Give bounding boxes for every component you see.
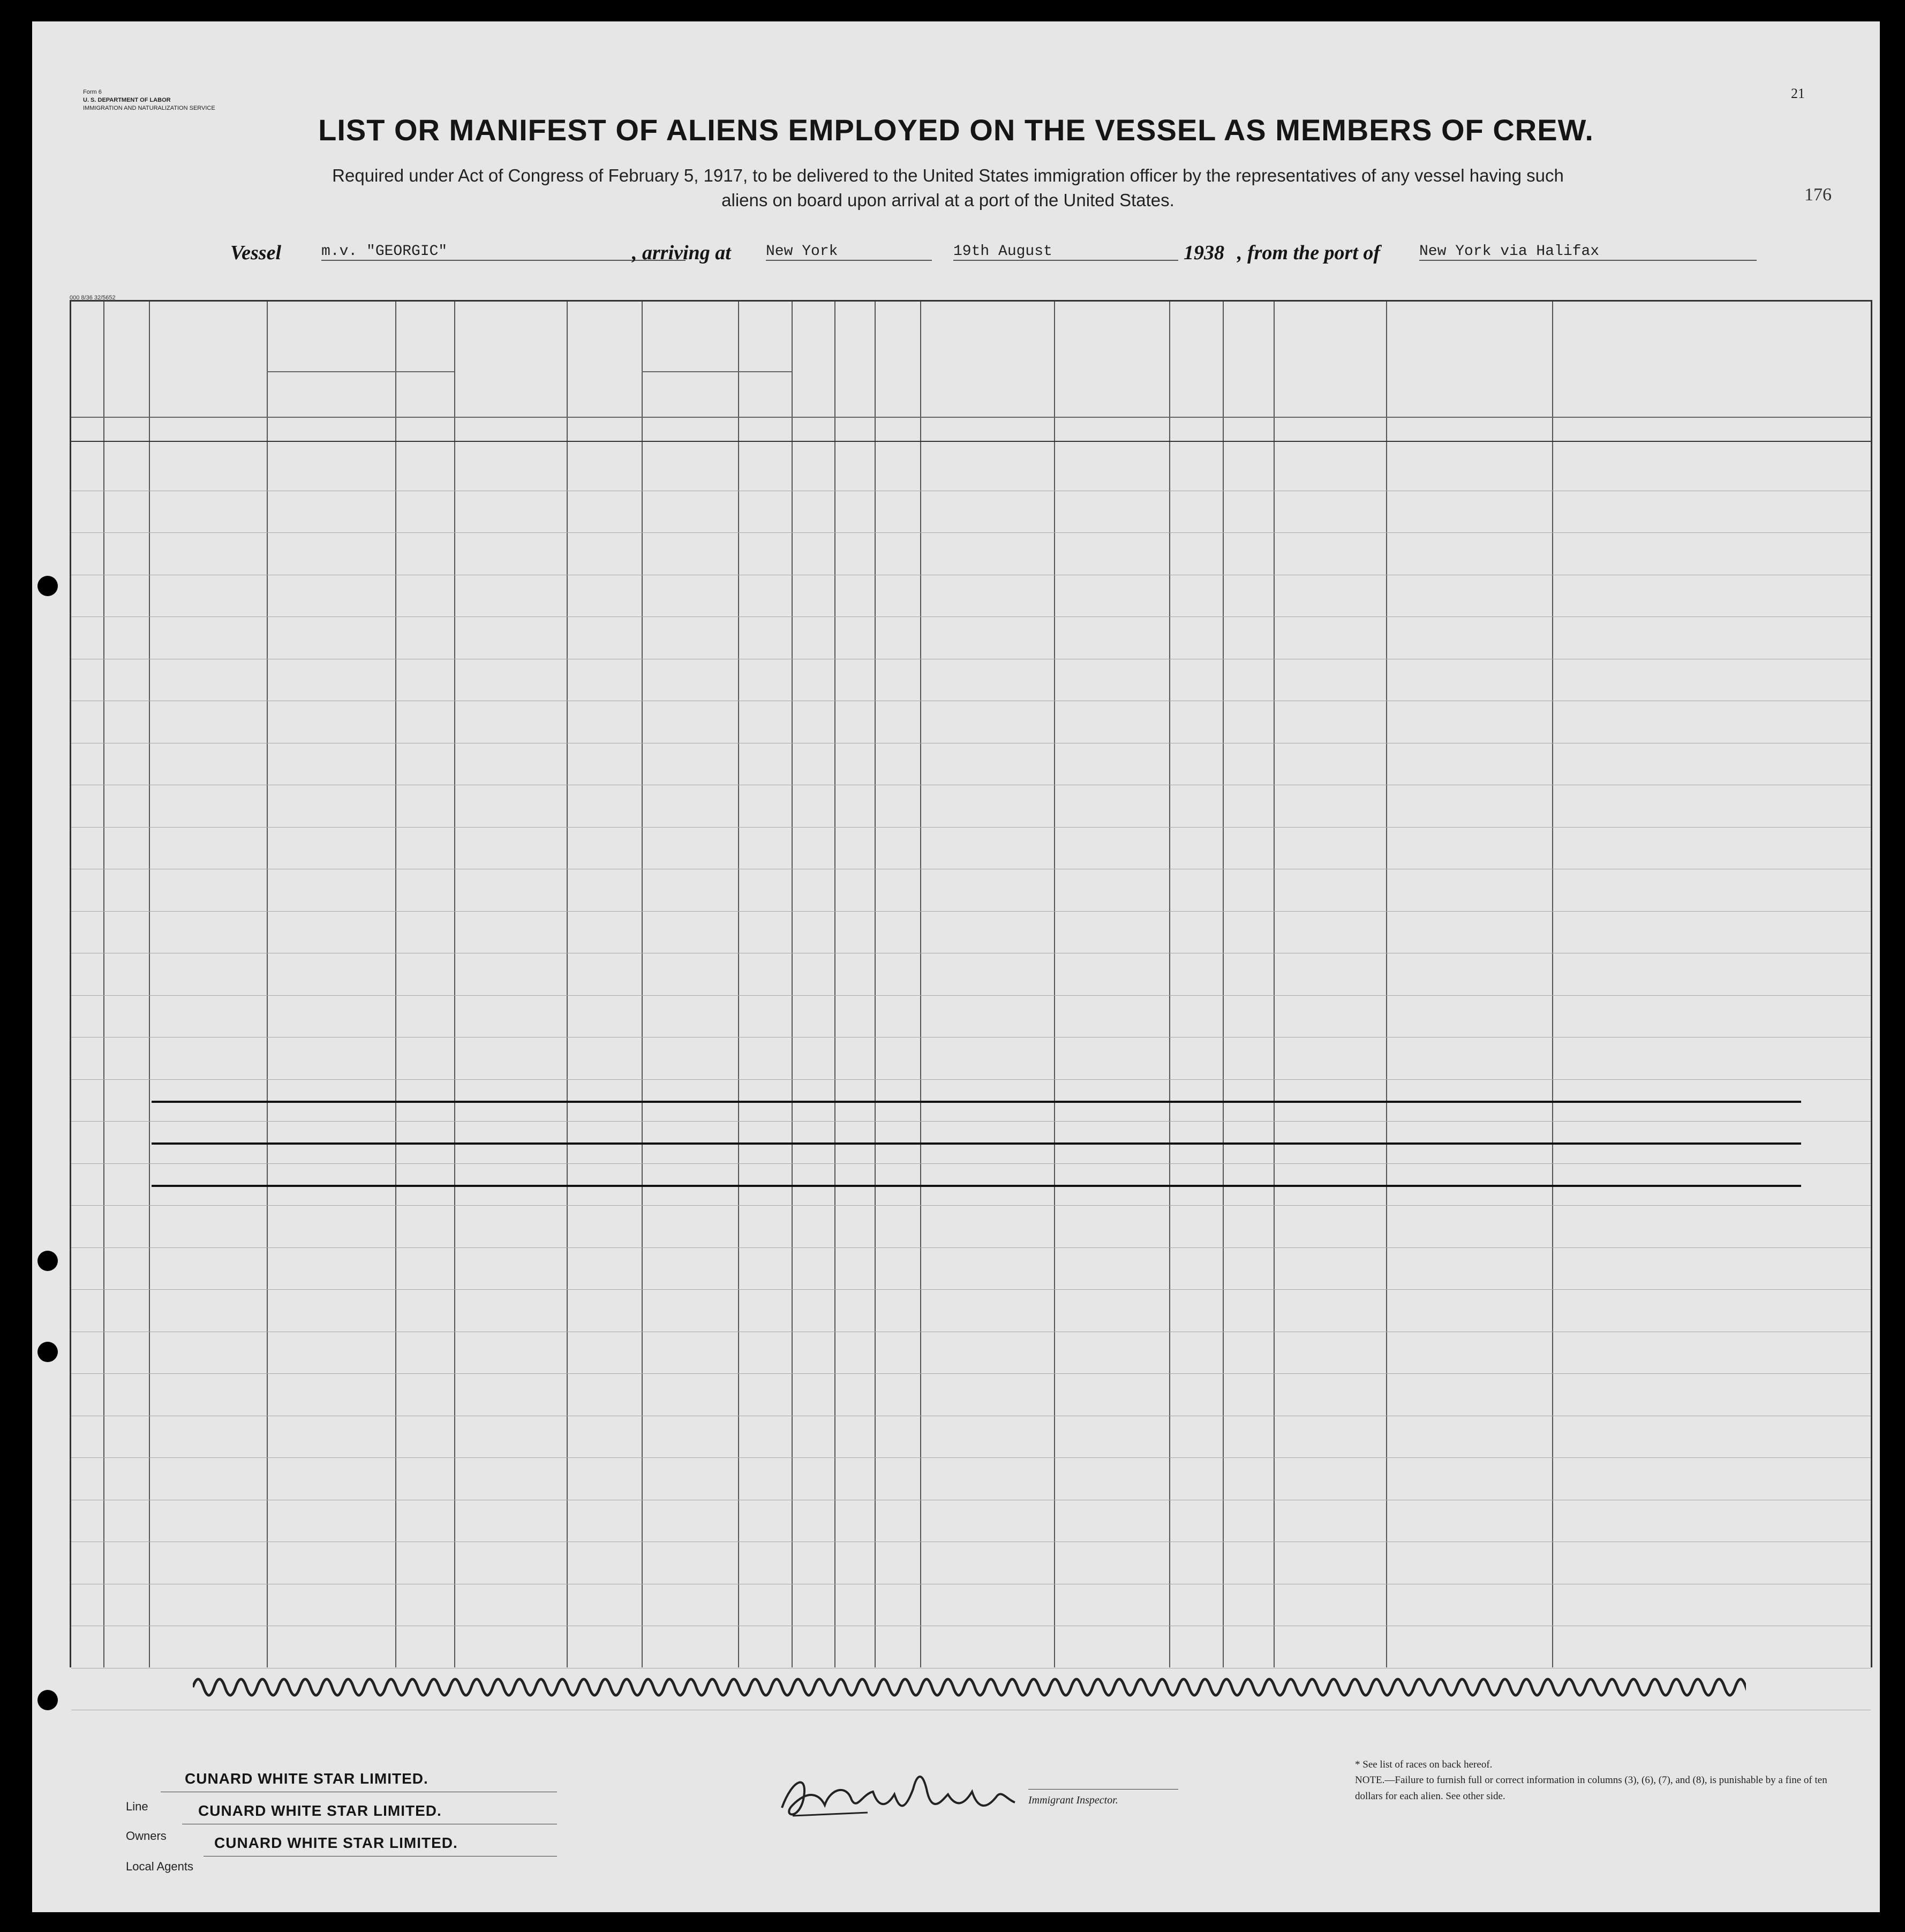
line-label: Line bbox=[126, 1800, 148, 1813]
strike-through-line bbox=[152, 1101, 1801, 1103]
row-rule bbox=[71, 1163, 1871, 1164]
column-divider bbox=[920, 302, 921, 1667]
service-name: IMMIGRATION AND NATURALIZATION SERVICE bbox=[83, 104, 215, 111]
arriving-label: , arriving at bbox=[632, 242, 731, 264]
local-agents-label: Local Agents bbox=[126, 1860, 193, 1873]
departure-port: New York via Halifax bbox=[1419, 243, 1757, 261]
race-footnote: * See list of races on back hereof. bbox=[1355, 1759, 1493, 1770]
binding-hole bbox=[37, 1251, 58, 1271]
column-divider bbox=[395, 302, 396, 1667]
row-rule bbox=[71, 1079, 1871, 1080]
row-rule bbox=[71, 1205, 1871, 1206]
column-divider bbox=[454, 302, 455, 1667]
column-divider bbox=[567, 302, 568, 1667]
column-divider bbox=[1054, 302, 1055, 1667]
subtitle-line-1: Required under Act of Congress of February 5, 1917, to be delivered to the United States immigration officer by the representatives of any vessel having such bbox=[332, 166, 1564, 185]
strike-through-line bbox=[152, 1185, 1801, 1187]
crew-manifest-table bbox=[70, 300, 1872, 1667]
strike-through-line bbox=[152, 1142, 1801, 1145]
binding-hole bbox=[37, 576, 58, 596]
department-name: U. S. DEPARTMENT OF LABOR bbox=[83, 96, 171, 103]
row-rule bbox=[71, 1373, 1871, 1374]
inspector-rule bbox=[1028, 1789, 1178, 1790]
vessel-line bbox=[230, 241, 1757, 268]
row-rule bbox=[71, 995, 1871, 996]
owners-value: CUNARD WHITE STAR LIMITED. bbox=[198, 1802, 442, 1819]
cancel-squiggle bbox=[193, 1671, 1746, 1703]
column-divider bbox=[642, 302, 643, 1667]
row-rule bbox=[71, 827, 1871, 828]
arrival-year: 1938 bbox=[1184, 242, 1224, 264]
header-subrule bbox=[267, 371, 454, 372]
row-rule bbox=[71, 1457, 1871, 1458]
document-subtitle bbox=[193, 163, 1703, 213]
print-note: 000 8/36 32/5652 bbox=[70, 295, 116, 301]
arriving-port: New York bbox=[766, 243, 932, 261]
local-agents-value: CUNARD WHITE STAR LIMITED. bbox=[214, 1835, 458, 1851]
column-divider bbox=[738, 302, 739, 1667]
row-rule bbox=[71, 1037, 1871, 1038]
column-divider bbox=[792, 302, 793, 1667]
subtitle-line-2: aliens on board upon arrival at a port of the United States. bbox=[721, 190, 1174, 211]
column-divider bbox=[149, 302, 150, 1667]
inspector-label: Immigrant Inspector. bbox=[1028, 1794, 1118, 1806]
form-header bbox=[83, 88, 276, 112]
column-divider bbox=[1274, 302, 1275, 1667]
penalty-note: NOTE.—Failure to furnish full or correct information in columns (3), (6), (7), and (8), is punishable by a fine of ten dollars for each alien. See other side. bbox=[1355, 1775, 1827, 1802]
inspector-signature bbox=[771, 1757, 1028, 1826]
row-rule bbox=[71, 911, 1871, 912]
from-port-label: , from the port of bbox=[1237, 242, 1381, 264]
document-title: LIST OR MANIFEST OF ALIENS EMPLOYED ON THE VESSEL AS MEMBERS OF CREW. bbox=[318, 113, 1594, 147]
form-number: Form 6 bbox=[83, 89, 102, 95]
arrival-date: 19th August bbox=[953, 243, 1178, 261]
row-rule bbox=[71, 1289, 1871, 1290]
column-divider bbox=[103, 302, 104, 1667]
column-divider bbox=[267, 302, 268, 1667]
header-rule bbox=[71, 417, 1871, 418]
binding-hole bbox=[37, 1342, 58, 1362]
column-divider bbox=[834, 302, 835, 1667]
column-divider bbox=[1169, 302, 1170, 1667]
manifest-sheet bbox=[32, 21, 1880, 1912]
column-divider bbox=[1223, 302, 1224, 1667]
page-stamp: 176 bbox=[1804, 185, 1832, 205]
header-rule bbox=[71, 441, 1871, 442]
row-rule bbox=[71, 1247, 1871, 1248]
line-value: CUNARD WHITE STAR LIMITED. bbox=[185, 1770, 428, 1787]
binding-hole bbox=[37, 1690, 58, 1710]
owners-label: Owners bbox=[126, 1829, 167, 1843]
vessel-label: Vessel bbox=[230, 242, 281, 264]
row-rule bbox=[71, 532, 1871, 533]
page-number: 21 bbox=[1791, 86, 1805, 101]
column-divider bbox=[1386, 302, 1387, 1667]
column-divider bbox=[1552, 302, 1553, 1667]
vessel-name: m.v. "GEORGIC" bbox=[321, 243, 686, 261]
column-divider bbox=[875, 302, 876, 1667]
header-subrule bbox=[642, 371, 792, 372]
footnotes bbox=[1355, 1757, 1837, 1804]
row-rule bbox=[71, 1121, 1871, 1122]
